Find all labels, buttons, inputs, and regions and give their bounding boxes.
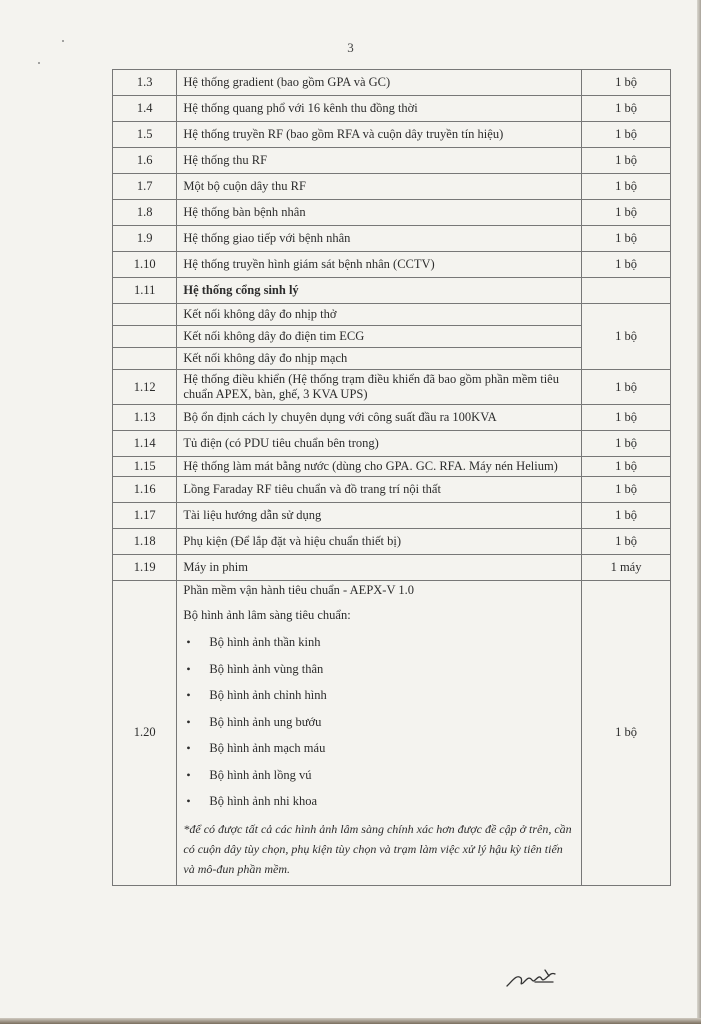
list-item xyxy=(183,629,575,656)
item-quantity: 1 bộ xyxy=(582,503,671,529)
item-number: 1.20 xyxy=(113,581,177,886)
image-set-list xyxy=(183,629,575,815)
software-line: Phần mềm vận hành tiêu chuẩn - AEPX-V 1.0 xyxy=(183,583,415,597)
item-quantity: 1 bộ xyxy=(582,96,671,122)
item-number: 1.17 xyxy=(113,503,177,529)
table-row xyxy=(113,174,671,200)
bullet-icon: • xyxy=(186,767,191,782)
table-row xyxy=(113,457,671,477)
item-name: Lồng Faraday RF tiêu chuẩn và đồ trang trí nội thất xyxy=(177,477,582,503)
item-quantity: 1 bộ xyxy=(582,457,671,477)
table-row xyxy=(113,477,671,503)
table-row xyxy=(113,200,671,226)
list-item-label: Bộ hình ảnh lồng vú xyxy=(209,767,312,782)
item-quantity: 1 bộ xyxy=(582,70,671,96)
table-row xyxy=(113,555,671,581)
item-name: Hệ thống truyền hình giám sát bệnh nhân (CCTV) xyxy=(177,252,582,278)
item-name: Hệ thống cổng sinh lý xyxy=(177,278,582,304)
bullet-icon: • xyxy=(186,741,191,755)
item-number: 1.10 xyxy=(113,252,177,278)
item-name: Hệ thống làm mát bằng nước (dùng cho GPA. GC. RFA. Máy nén Helium) xyxy=(177,457,582,477)
item-quantity: 1 bộ xyxy=(582,370,671,405)
item-number-empty xyxy=(113,348,177,370)
item-number: 1.19 xyxy=(113,555,177,581)
item-number: 1.13 xyxy=(113,405,177,431)
table-row xyxy=(113,226,671,252)
list-item-label: Bộ hình ảnh nhi khoa xyxy=(209,794,318,808)
item-number: 1.3 xyxy=(113,70,177,96)
item-quantity: 1 bộ xyxy=(582,122,671,148)
signature xyxy=(505,962,565,990)
list-item-label: Bộ hình ảnh mạch máu xyxy=(209,741,326,755)
table-row xyxy=(113,278,671,304)
item-number: 1.18 xyxy=(113,529,177,555)
item-quantity: 1 bộ xyxy=(582,529,671,555)
item-name: Một bộ cuộn dây thu RF xyxy=(177,174,582,200)
item-name: Hệ thống truyền RF (bao gồm RFA và cuộn dây truyền tín hiệu) xyxy=(177,122,582,148)
table-row xyxy=(113,581,671,886)
item-number: 1.7 xyxy=(113,174,177,200)
table-row xyxy=(113,122,671,148)
table-row xyxy=(113,431,671,457)
table-row xyxy=(113,529,671,555)
item-name: Hệ thống bàn bệnh nhân xyxy=(177,200,582,226)
sub-item-name: Kết nối không dây đo nhịp mạch xyxy=(177,348,582,370)
item-name: Tài liệu hướng dẫn sử dụng xyxy=(177,503,582,529)
table-row xyxy=(113,503,671,529)
list-item xyxy=(183,656,575,683)
item-quantity: 1 bộ xyxy=(582,200,671,226)
item-name: Phụ kiện (Để lắp đặt và hiệu chuẩn thiết bị) xyxy=(177,529,582,555)
item-description xyxy=(177,581,582,886)
sub-item-name: Kết nối không dây đo điện tim ECG xyxy=(177,326,582,348)
item-number: 1.16 xyxy=(113,477,177,503)
bullet-icon: • xyxy=(186,688,191,702)
page-bottom-edge xyxy=(0,1018,701,1024)
item-quantity: 1 bộ xyxy=(582,405,671,431)
item-quantity: 1 bộ xyxy=(582,174,671,200)
bullet-icon: • xyxy=(186,661,191,676)
page-right-edge xyxy=(697,0,701,1024)
list-item xyxy=(183,788,575,815)
item-number-empty xyxy=(113,326,177,348)
table-row xyxy=(113,252,671,278)
item-quantity: 1 bộ xyxy=(582,581,671,886)
bullet-icon: • xyxy=(186,714,191,729)
item-quantity: 1 bộ xyxy=(582,431,671,457)
item-quantity: 1 bộ xyxy=(582,226,671,252)
item-number: 1.5 xyxy=(113,122,177,148)
table-row xyxy=(113,370,671,405)
item-name: Hệ thống giao tiếp với bệnh nhân xyxy=(177,226,582,252)
bullet-icon: • xyxy=(186,794,191,808)
sub-item-name: Kết nối không dây đo nhịp thở xyxy=(177,304,582,326)
item-name: Hệ thống quang phổ với 16 kênh thu đồng thời xyxy=(177,96,582,122)
item-number: 1.11 xyxy=(113,278,177,304)
item-number: 1.4 xyxy=(113,96,177,122)
item-quantity: 1 bộ xyxy=(582,477,671,503)
image-set-title: Bộ hình ảnh lâm sàng tiêu chuẩn: xyxy=(183,608,351,622)
item-name: Máy in phim xyxy=(177,555,582,581)
item-number: 1.9 xyxy=(113,226,177,252)
list-item-label: Bộ hình ảnh ung bướu xyxy=(209,714,322,729)
item-quantity: 1 máy xyxy=(582,555,671,581)
list-item xyxy=(183,762,575,789)
item-number-empty xyxy=(113,304,177,326)
footnote: *để có được tất cả các hình ảnh lâm sàng chính xác hơn được đề cập ở trên, cần có cuộn dây tùy chọn, phụ kiện tùy chọn và trạm làm việc xử lý hậu kỳ tiên tiến và mô-đun phần mềm. xyxy=(183,821,572,876)
item-number: 1.15 xyxy=(113,457,177,477)
table-row xyxy=(113,148,671,174)
list-item-label: Bộ hình ảnh vùng thân xyxy=(209,661,324,676)
equipment-table xyxy=(112,69,671,886)
item-name: Hệ thống gradient (bao gồm GPA và GC) xyxy=(177,70,582,96)
speck xyxy=(38,62,40,64)
item-quantity: 1 bộ xyxy=(582,148,671,174)
item-quantity: 1 bộ xyxy=(582,304,671,370)
list-item xyxy=(183,709,575,736)
bullet-icon: • xyxy=(186,635,191,649)
table-row xyxy=(113,405,671,431)
list-item-label: Bộ hình ảnh chỉnh hình xyxy=(209,688,327,702)
item-number: 1.6 xyxy=(113,148,177,174)
list-item xyxy=(183,735,575,762)
item-number: 1.12 xyxy=(113,370,177,405)
item-number: 1.8 xyxy=(113,200,177,226)
item-quantity: 1 bộ xyxy=(582,252,671,278)
item-number: 1.14 xyxy=(113,431,177,457)
table-row xyxy=(113,70,671,96)
list-item-label: Bộ hình ảnh thần kinh xyxy=(209,635,321,649)
table-subrow xyxy=(113,304,671,326)
item-name: Hệ thống điều khiển (Hệ thống trạm điều khiển đã bao gồm phần mềm tiêu chuẩn APEX, bàn, ghế, 3 KVA UPS) xyxy=(177,370,582,405)
item-name: Bộ ổn định cách ly chuyên dụng với công suất đầu ra 100KVA xyxy=(177,405,582,431)
table-row xyxy=(113,96,671,122)
item-quantity-empty xyxy=(582,278,671,304)
item-name: Hệ thống thu RF xyxy=(177,148,582,174)
page-number: 3 xyxy=(347,40,354,55)
list-item xyxy=(183,682,575,709)
item-name: Tủ điện (có PDU tiêu chuẩn bên trong) xyxy=(177,431,582,457)
